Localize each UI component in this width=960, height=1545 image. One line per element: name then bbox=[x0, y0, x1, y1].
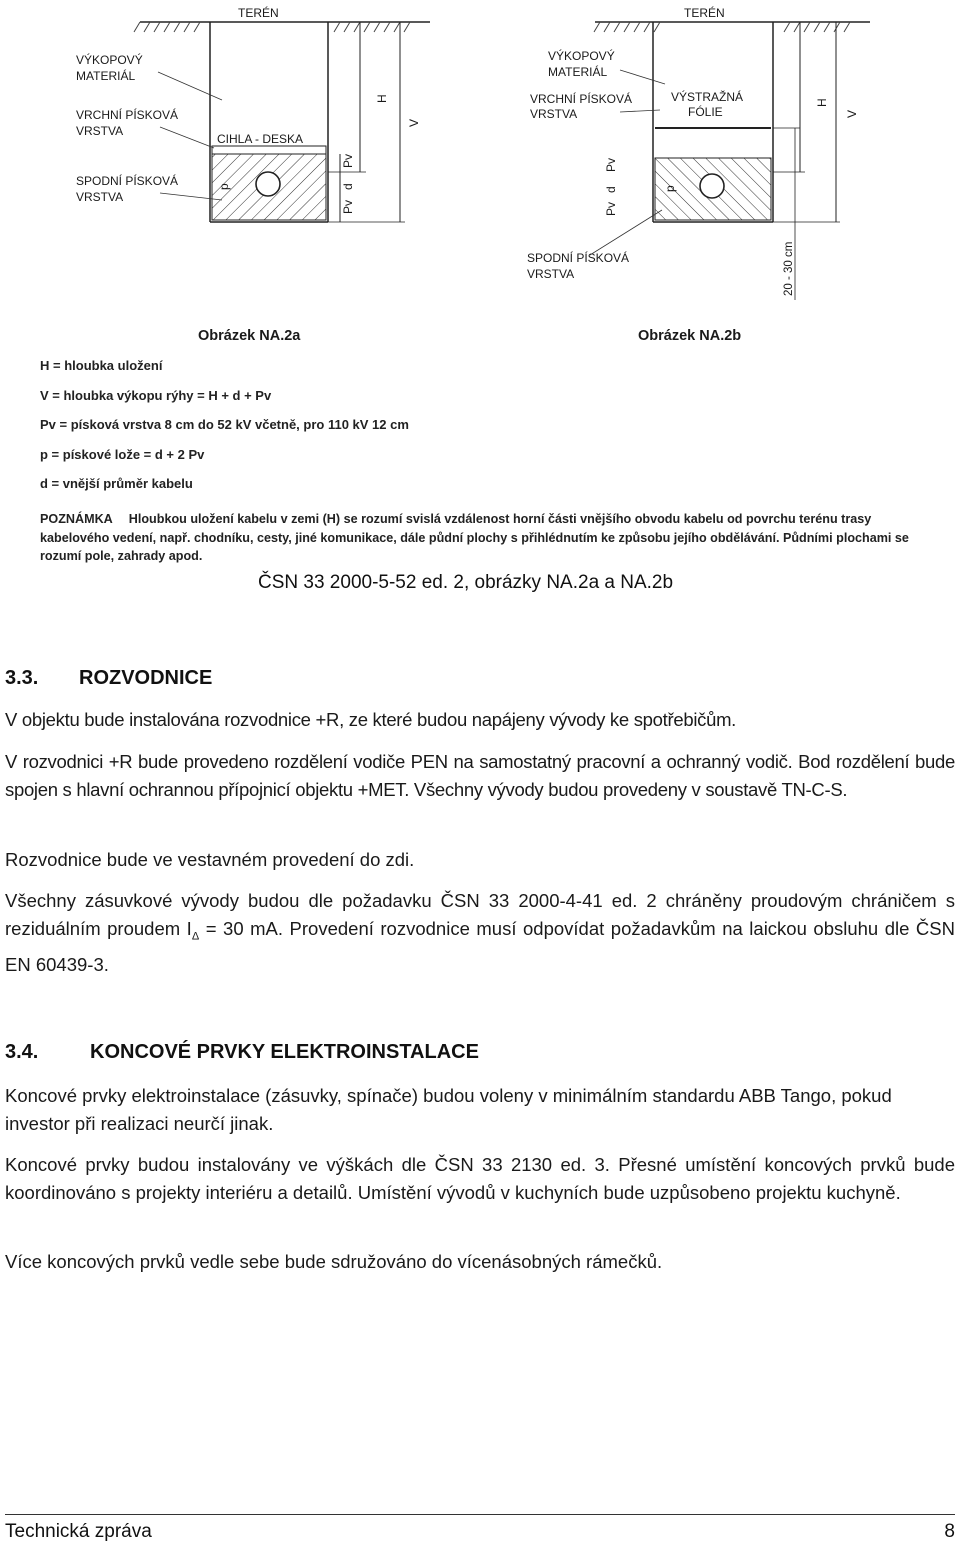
paragraph: V objektu bude instalována rozvodnice +R, ze které budou napájeny vývody ke spotřebičům. bbox=[5, 709, 737, 730]
vrchni-label-left-2: VRSTVA bbox=[76, 124, 124, 138]
legend-item-v: V = hloubka výkopu rýhy = H + d + Pv bbox=[40, 387, 272, 403]
paragraph: Rozvodnice bude ve vestavném provedení do zdi. bbox=[5, 849, 415, 870]
cihla-label: CIHLA - DESKA bbox=[217, 132, 304, 146]
teren-label-left: TERÉN bbox=[238, 6, 279, 20]
vykopovy-label-left-2: MATERIÁL bbox=[76, 69, 136, 83]
section-heading-rozvodnice bbox=[5, 667, 212, 690]
vrchni-label-right-1: VRCHNÍ PÍSKOVÁ bbox=[530, 92, 633, 106]
page-footer bbox=[5, 1514, 955, 1543]
section-title: KONCOVÉ PRVKY ELEKTROINSTALACE bbox=[90, 1041, 479, 1063]
legend-item-pv: Pv = písková vrstva 8 cm do 52 kV včetně, pro 110 kV 12 cm bbox=[40, 417, 409, 432]
dim-p-right: p bbox=[663, 185, 677, 192]
dim-pv2-right: Pv bbox=[604, 201, 618, 216]
note-label: POZNÁMKA bbox=[40, 512, 113, 526]
paragraph: Koncové prvky budou instalovány ve výškách dle ČSN 33 2130 ed. 3. Přesné umístění koncových prvků bude koordinováno s projekty interiéru a detailů. Umístění vývodů v kuchyních bude uzpůsobeno projektu kuchyně. bbox=[5, 1154, 955, 1203]
folie-label-2: FÓLIE bbox=[688, 105, 723, 119]
note-text: Hloubkou uložení kabelu v zemi (H) se rozumí svislá vzdálenost horní části vnějšího obvodu kabelu od povrchu terénu trasy kabelového vedení, např. chodníku, cesty, jiné komunikace, dále půdní plochy s přihlédnutím ke způsobu jejího obdělávání. Půdními plochami se rozumí pole, zahrady apod. bbox=[40, 512, 909, 563]
diagram-na2b bbox=[527, 5, 870, 344]
page-number: 8 bbox=[944, 1521, 955, 1542]
vrchni-label-left-1: VRCHNÍ PÍSKOVÁ bbox=[76, 108, 179, 122]
section-heading-koncove-prvky bbox=[5, 1041, 479, 1064]
teren-label-right: TERÉN bbox=[684, 6, 725, 20]
figure-title-na2b: Obrázek NA.2b bbox=[638, 328, 742, 344]
dim-h-right: H bbox=[815, 98, 829, 107]
spodni-label-right-2: VRSTVA bbox=[527, 267, 575, 281]
dim-v-right: V bbox=[845, 109, 859, 118]
dim-d-left: d bbox=[341, 183, 355, 190]
vykopovy-label-right-2: MATERIÁL bbox=[548, 65, 608, 79]
vykopovy-label-right-1: VÝKOPOVÝ bbox=[548, 49, 615, 63]
dim-h-left: H bbox=[375, 94, 389, 103]
figure-legend bbox=[40, 358, 940, 506]
paragraph: Více koncových prvků vedle sebe bude sdružováno do vícenásobných rámečků. bbox=[5, 1251, 663, 1272]
dim-v-left: V bbox=[407, 118, 421, 127]
dim-p-left: p bbox=[217, 183, 231, 190]
figure-note bbox=[40, 510, 930, 566]
vrchni-label-right-2: VRSTVA bbox=[530, 107, 578, 121]
vykopovy-label-left-1: VÝKOPOVÝ bbox=[76, 53, 143, 67]
folie-label-1: VÝSTRAŽNÁ bbox=[671, 90, 744, 104]
paragraph: V rozvodnici +R bude provedeno rozdělení vodiče PEN na samostatný pracovní a ochranný vodič. Bod rozdělení bude spojen s hlavní ochrannou přípojnicí objektu +MET. Všechny vývody budou provedeny v soustavě TN-C-S. bbox=[5, 751, 955, 800]
spodni-label-right-1: SPODNÍ PÍSKOVÁ bbox=[527, 251, 630, 265]
figure-caption: ČSN 33 2000-5-52 ed. 2, obrázky NA.2a a NA.2b bbox=[258, 572, 674, 593]
paragraph-part: = 30 mA. Provedení rozvodnice musí odpovídat požadavkům na laickou obsluhu dle ČSN EN 60439-3. bbox=[5, 918, 955, 975]
footer-title: Technická zpráva bbox=[5, 1521, 152, 1542]
dim-pv1-right: Pv bbox=[604, 157, 618, 172]
spodni-label-left-2: VRSTVA bbox=[76, 190, 124, 204]
section-number: 3.3. bbox=[5, 667, 39, 689]
paragraph-part: Všechny zásuvkové vývody budou dle požadavku ČSN 33 2000-4-41 ed. 2 chráněny proudovým chráničem s reziduálním proudem I bbox=[5, 890, 955, 939]
paragraph bbox=[5, 887, 955, 979]
dim-cm-right: 20 - 30 cm bbox=[783, 241, 795, 296]
dim-pv1-left: Pv bbox=[341, 153, 355, 168]
spodni-label-left-1: SPODNÍ PÍSKOVÁ bbox=[76, 174, 179, 188]
paragraph: Koncové prvky elektroinstalace (zásuvky, spínače) budou voleny v minimálním standardu ABB Tango, pokud investor při realizaci neurčí jinak. bbox=[5, 1085, 892, 1134]
legend-item-d: d = vnější průměr kabelu bbox=[40, 476, 193, 491]
delta-subscript: Δ bbox=[191, 930, 200, 943]
dim-pv2-left: Pv bbox=[341, 199, 355, 214]
cable-trench-figure bbox=[0, 0, 960, 600]
section-number: 3.4. bbox=[5, 1041, 39, 1063]
legend-item-h: H = hloubka uložení bbox=[40, 358, 163, 373]
figure-title-na2a: Obrázek NA.2a bbox=[198, 328, 301, 344]
legend-item-p: p = pískové lože = d + 2 Pv bbox=[40, 446, 205, 462]
section-title: ROZVODNICE bbox=[79, 667, 213, 689]
diagram-na2a bbox=[76, 5, 430, 344]
dim-d-right: d bbox=[604, 186, 618, 193]
